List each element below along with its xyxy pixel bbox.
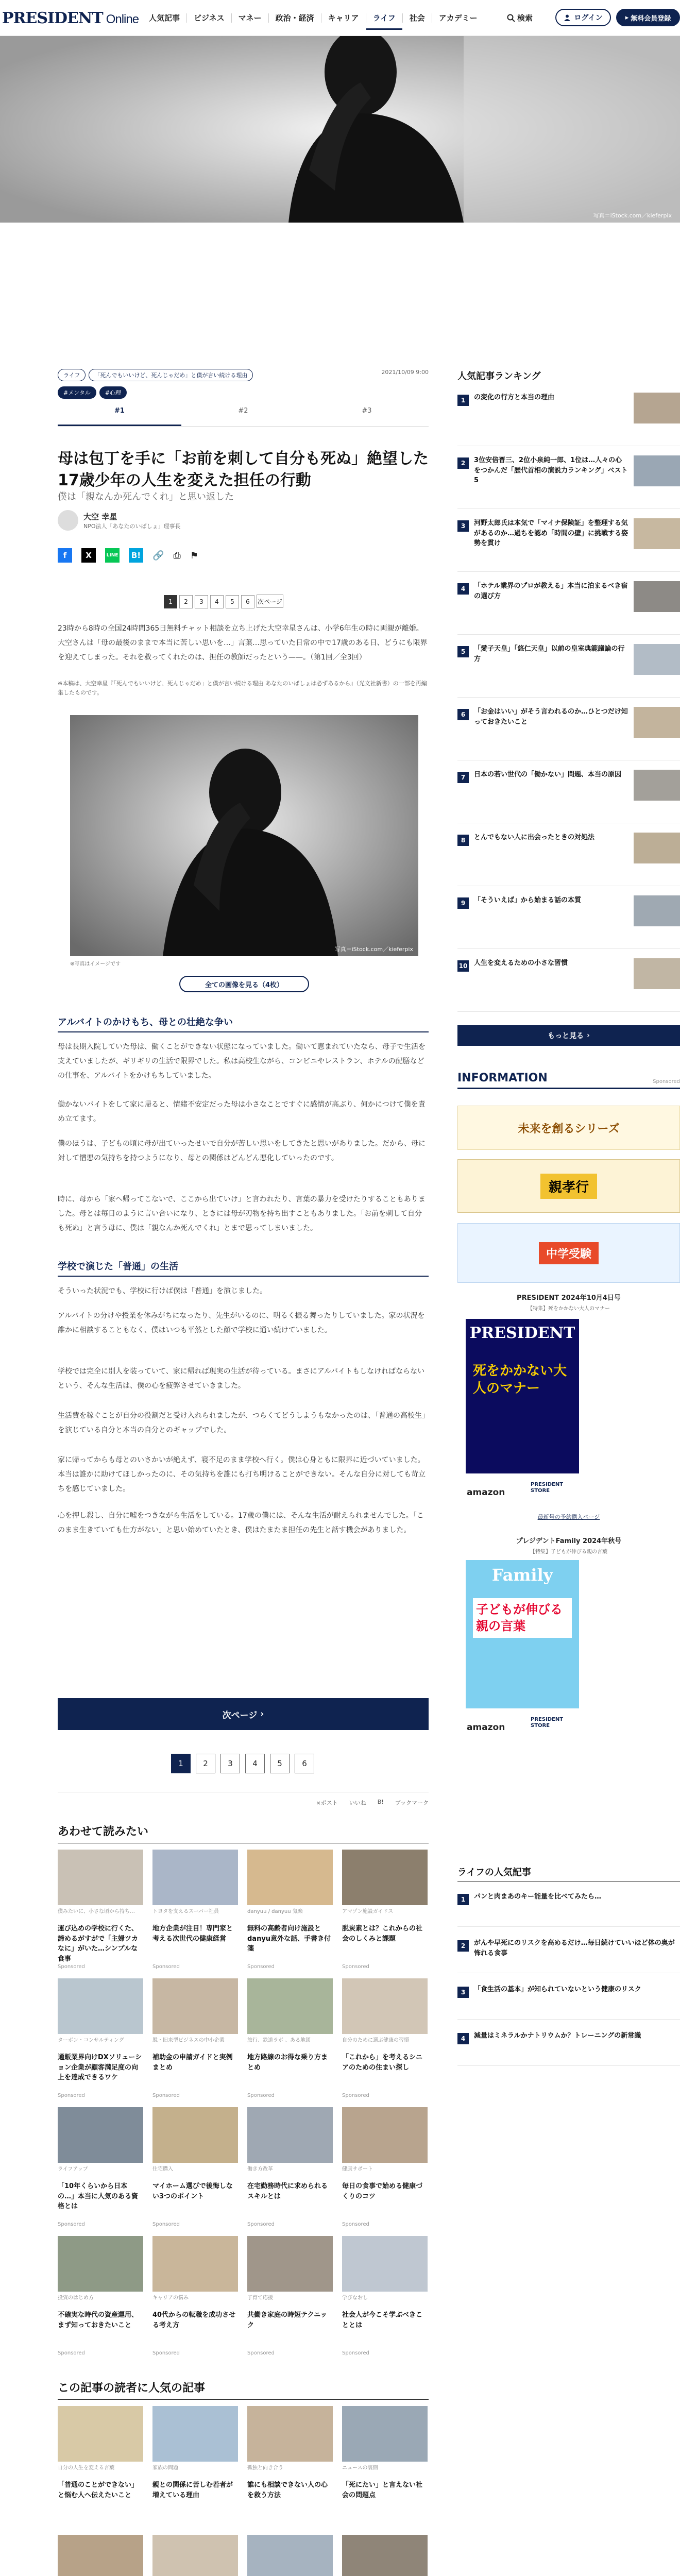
- information-title: INFORMATION: [457, 1072, 548, 1084]
- next-page-button[interactable]: [58, 1698, 429, 1730]
- related-caption: danyuu / danyuu 気楽: [247, 1909, 303, 1914]
- related-thumbnail: [247, 1978, 333, 2034]
- nav-item-0[interactable]: 人気記事: [149, 13, 180, 23]
- related-headline: 共働き家庭の時短テクニック: [247, 2311, 327, 2329]
- main-nav: [142, 12, 484, 30]
- readers-thumbnail: [342, 2406, 428, 2462]
- life-item[interactable]: [457, 1934, 680, 1973]
- view-all-images-button[interactable]: [179, 976, 309, 992]
- hashtag-psychology[interactable]: #心理: [99, 386, 127, 399]
- page-link-6[interactable]: 6: [295, 1754, 314, 1773]
- related-caption: 働き方改革: [247, 2166, 273, 2172]
- top-page-link-5[interactable]: 5: [226, 595, 239, 608]
- bottom-pagination: [171, 1754, 319, 1773]
- magazine-cover-title: 死をかかない大人のマナー: [473, 1363, 567, 1396]
- ranking-headline: 人生を変えるための小さな習慣: [474, 959, 568, 967]
- related-card[interactable]: [152, 2107, 238, 2227]
- ranking-item[interactable]: [457, 766, 680, 823]
- ranking-thumbnail: [634, 707, 680, 738]
- ranking-headline: 「ホテル業界のプロが教える」本当に泊まるべき宿の選び方: [474, 582, 628, 600]
- life-rank-number: 3: [457, 1987, 469, 1998]
- sponsored-label: Sponsored: [152, 2222, 180, 2227]
- amazon-link-2[interactable]: [467, 1718, 516, 1737]
- share-like[interactable]: いいね: [349, 1800, 366, 1806]
- x-icon[interactable]: X: [81, 548, 96, 563]
- sponsored-label: Sponsored: [152, 1964, 180, 1970]
- magazine-cover[interactable]: [466, 1319, 579, 1473]
- ranking-item[interactable]: [457, 954, 680, 1012]
- related-headline: 運び込めの学校に行くた、諦めるがすがで「主婦ツカなに」がいた…シンプルな食事: [58, 1925, 139, 1963]
- readers-headline: 誰にも相談できない人の心を救う方法: [247, 2481, 328, 2499]
- ranking-thumbnail: [634, 518, 680, 549]
- related-caption: 住宅購入: [152, 2166, 173, 2172]
- logo-sub: Online: [106, 12, 139, 26]
- related-caption: 子育て応援: [247, 2295, 273, 2301]
- related-headline: 無料の高齢者向け施設とdanyu意外な話、手書き付箋: [247, 1925, 331, 1953]
- ranking-item[interactable]: [457, 828, 680, 886]
- readers-card[interactable]: [342, 2406, 428, 2520]
- related-headline: 地方企業が注目！専門家と考える次世代の健康経営: [152, 1925, 233, 1943]
- related-card[interactable]: [247, 1850, 333, 1970]
- article-image[interactable]: [70, 715, 418, 956]
- related-headline: 「10年くらいから日本の…」本当に人気のある資格とは: [58, 2182, 139, 2210]
- related-card[interactable]: [247, 1978, 333, 2098]
- related-caption: 自分のために選ぶ健康の習慣: [342, 2038, 409, 2043]
- related-card[interactable]: [342, 1978, 428, 2098]
- author-block[interactable]: [58, 510, 181, 531]
- sponsored-label: Sponsored: [152, 2093, 180, 2098]
- store-link-1[interactable]: [531, 1482, 582, 1502]
- section2-p5: 家に帰ってからも母とのいさかいが絶えず、寝不足のまま学校へ行く。僕は心身ともに限界に近づいていました。本当は誰かに助けてほしかったのに、その気持ちを誰にも打ち明けることができない。そんな自分に対しても苛立ちを感じていました。: [58, 1456, 426, 1493]
- avatar: [58, 510, 78, 531]
- sponsored-label: Sponsored: [342, 2093, 369, 2098]
- article-lead: 23時から8時の全国24時間365日無料チャット相談を立ち上げた大空幸星さんは、小学6年生の時に両親が離婚。大空さんは「母の最後のままで本当に苦しい思いを…」言葉…思っていた日常の中で17歳のある日、どうにも限界を迎えてしまった。それを救ってくれたのは、担任の教師だったという——。（第1回／全3回）: [58, 624, 428, 662]
- family-sub: 【特集】子どもが伸びる親の言葉: [530, 1549, 607, 1555]
- related-thumbnail: [152, 1850, 238, 1905]
- readers-card[interactable]: [247, 2535, 333, 2576]
- section2-p2: アルバイトの分けや授業を休みがちになったり、先生がいるのに、明るく振る舞ったりしていました。家の状況を誰かに相談することもなく、僕はいつも平然とした顔で学校に通い続けていました。: [58, 1312, 425, 1334]
- related-thumbnail: [342, 1978, 428, 2034]
- register-button[interactable]: [616, 9, 680, 26]
- related-card[interactable]: [342, 2107, 428, 2227]
- readers-caption: ニュースの裏側: [342, 2465, 378, 2471]
- related-card[interactable]: [342, 1850, 428, 1970]
- related-card[interactable]: [58, 2107, 143, 2227]
- related-thumbnail: [152, 2107, 238, 2163]
- related-headline: 社会人が今こそ学ぶべきこととは: [342, 2311, 423, 2329]
- section1-p1: 母は長期入院していた母は、働くことができない状態になっていました。働いて恵まれていたなら、母子で生活を支えていましたが、ギリギリの生活で限界でした。私は高校生ながら、コンビニやレストラン、ホテルの配膳などの仕事を、アルバイトをかけもちしていました。: [58, 1043, 426, 1080]
- life-item[interactable]: [457, 1888, 680, 1927]
- related-caption: 学びなおし: [342, 2295, 368, 2301]
- share-hatena[interactable]: B!: [377, 1799, 384, 1805]
- related-caption: アマゾン施設ガイドス: [342, 1909, 394, 1914]
- logo-main: PRESIDENT: [2, 9, 103, 27]
- page-tab-3[interactable]: #3: [362, 407, 372, 415]
- publish-date: 2021/10/09 9:00: [381, 369, 429, 376]
- readers-card[interactable]: [58, 2406, 143, 2520]
- life-rank-number: 2: [457, 1940, 469, 1952]
- related-thumbnail: [342, 1850, 428, 1905]
- related-headline: マイホーム選びで後悔しない3つのポイント: [152, 2182, 233, 2200]
- section2-p4: 生活費を稼ぐことが自分の役割だと受け入れられましたが、つらくてどうしようもなかったのは、「普通の高校生」を演じている自分と本当の自分とのギャップでした。: [58, 1412, 426, 1434]
- family-cover-brand: Family: [491, 1565, 553, 1585]
- family-cover[interactable]: [466, 1560, 579, 1708]
- related-caption: 脱・旧来型ビジネスの中小企業: [152, 2038, 225, 2043]
- life-item[interactable]: [457, 1980, 680, 2020]
- related-thumbnail: [152, 2236, 238, 2292]
- magazine-link[interactable]: 最新号の予約購入ページ: [537, 1514, 600, 1520]
- related-thumbnail: [58, 1978, 143, 2034]
- ranking-title-wrap: [457, 369, 680, 382]
- related-thumbnail: [247, 2107, 333, 2163]
- related-card[interactable]: [152, 1978, 238, 2098]
- ranking-item[interactable]: [457, 703, 680, 760]
- hero-silhouette: [0, 36, 680, 223]
- user-icon: [564, 14, 571, 21]
- related-card[interactable]: [247, 2107, 333, 2227]
- ranking-number: 9: [457, 897, 469, 909]
- readers-card[interactable]: [152, 2535, 238, 2576]
- section2-p6: 心を押し殺し、自分に嘘をつきながら生活をしている。17歳の僕には、そんな生活が耐えられませんでした。「このまま生きていても仕方がない」と思い始めていたとき、僕はたまたま担任の先生と話す機会がありました。: [58, 1512, 424, 1534]
- ranking-thumbnail: [634, 455, 680, 486]
- more-label: もっと見る: [548, 1032, 584, 1040]
- top-page-link-4[interactable]: 4: [210, 595, 224, 608]
- related-caption: 投資のはじめ方: [58, 2295, 94, 2301]
- ranking-item[interactable]: [457, 451, 680, 509]
- ranking-thumbnail: [634, 958, 680, 989]
- hero-image: [0, 36, 680, 223]
- ranking-thumbnail: [634, 644, 680, 675]
- ranking-number: 2: [457, 457, 469, 469]
- section2-p3: 学校では完全に別人を装っていて、家に帰れば現実の生活が待っている。まさにアルバイトもしなければならないという、そんな生活は、僕の心を疲弊させていきました。: [58, 1367, 425, 1390]
- section2-heading: 学校で演じた「普通」の生活: [58, 1259, 429, 1277]
- article-photo-silhouette: [70, 715, 418, 956]
- page-link-4[interactable]: 4: [245, 1754, 265, 1773]
- related-thumbnail: [342, 2107, 428, 2163]
- readers-caption: 自分の人生を変える言葉: [58, 2465, 114, 2471]
- life-item[interactable]: [457, 2027, 680, 2066]
- ranking-headline: の変化の行方と本当の理由: [474, 394, 555, 401]
- article-photo-credit: 写真＝iStock.com／kieferpix: [334, 946, 413, 953]
- ranking-item[interactable]: [457, 640, 680, 698]
- related-card[interactable]: [247, 2236, 333, 2356]
- ranking-headline: 日本の若い世代の「働かない」問題、本当の原因: [474, 771, 622, 778]
- related-thumbnail: [247, 2236, 333, 2292]
- banner-oyakoko-label: 親孝行: [540, 1174, 597, 1199]
- readers-thumbnail: [247, 2406, 333, 2462]
- related-caption: トヨタを支えるスーパー社員: [152, 1909, 219, 1914]
- related-caption: 健康サポート: [342, 2166, 373, 2172]
- ranking-item[interactable]: [457, 514, 680, 572]
- author-org: NPO法人「あなたのいばしょ」理事長: [83, 522, 181, 530]
- related-headline: 毎日の食事で始める健康づくりのコツ: [342, 2182, 423, 2200]
- related-caption: 僕みたいに、小さな頃から持ち…: [58, 1909, 135, 1914]
- ranking-number: 6: [457, 709, 469, 720]
- family-header: [457, 1535, 680, 1555]
- top-next-page-link[interactable]: 次ページ: [257, 595, 283, 608]
- information-header: [457, 1072, 680, 1089]
- article-subtitle: 僕は「親なんか死んでくれ」と思い返した: [58, 492, 234, 502]
- banner-juken[interactable]: [457, 1223, 680, 1283]
- related-thumbnail: [247, 1850, 333, 1905]
- login-button[interactable]: [555, 9, 611, 26]
- sponsored-label: Sponsored: [247, 2350, 275, 2356]
- link-icon[interactable]: 🔗: [152, 550, 164, 561]
- related-headline: 通販業界向けDXソリューション企業が顧客満足度の向上を達成できるワケ: [58, 2054, 142, 2081]
- bookmark-icon[interactable]: ⚑: [190, 550, 198, 561]
- related-headline: 「これから」を考えるシニアのための住まい探し: [342, 2054, 423, 2072]
- nav-item-6[interactable]: 社会: [409, 13, 425, 23]
- related-headline: 脱炭素とは？これからの社会のしくみと課題: [342, 1925, 423, 1943]
- related-card[interactable]: [58, 1850, 143, 1970]
- hatena-icon[interactable]: B!: [129, 548, 143, 563]
- life-popular-title: ライフの人気記事: [457, 1865, 680, 1882]
- page-link-2[interactable]: 2: [196, 1754, 215, 1773]
- life-rank-number: 1: [457, 1894, 469, 1905]
- top-page-link-2[interactable]: 2: [179, 595, 193, 608]
- related-card[interactable]: [152, 1850, 238, 1970]
- section2-p1: そういった状況でも、学校に行けば僕は「普通」を演じました。: [58, 1287, 267, 1295]
- banner-future-label: 未来を創るシリーズ: [518, 1122, 620, 1136]
- ranking-number: 10: [457, 960, 469, 972]
- related-headline: 不確実な時代の資産運用、まず知っておきたいこと: [58, 2311, 139, 2329]
- section1-p2: 働かないバイトをして家に帰ると、情緒不安定だった母は小さなことですぐに感情が高ぶり、何かにつけて僕を責め立てます。: [58, 1100, 426, 1123]
- ranking-headline: 3位安倍晋三、2位小泉純一郎、1位は…人々の心をつかんだ「歴代首相の演説力ランキング」ベスト5: [474, 456, 628, 484]
- ranking-thumbnail: [634, 393, 680, 423]
- ranking-headline: 「お金はいい」がそう言われるのか…ひとつだけ知っておきたいこと: [474, 708, 628, 726]
- chevron-right-icon: ›: [587, 1031, 590, 1040]
- search-label: 検索: [517, 13, 533, 23]
- related-caption: キャリアの悩み: [152, 2295, 189, 2301]
- readers-caption: 家族の問題: [152, 2465, 178, 2471]
- readers-thumbnail: [58, 2535, 143, 2576]
- ranking-thumbnail: [634, 895, 680, 926]
- ranking-number: 4: [457, 583, 469, 595]
- readers-thumbnail: [58, 2406, 143, 2462]
- page-link-5[interactable]: 5: [270, 1754, 290, 1773]
- amazon-label: amazon: [467, 1487, 505, 1498]
- line-icon[interactable]: LINE: [105, 548, 120, 563]
- magazine-sub: 【特集】死をかかない大人のマナー: [528, 1306, 610, 1312]
- article-note: ※本稿は、大空幸星『「死んでもいいけど、死んじゃだめ」と僕が言い続ける理由 あなたのいばしょは必ずあるから』（光文社新書）の一部を再編集したものです。: [58, 680, 427, 696]
- nav-item-4[interactable]: キャリア: [328, 13, 359, 23]
- banner-oyakoko[interactable]: [457, 1159, 680, 1213]
- life-headline: 「食生活の基本」が知られていないという健康のリスク: [474, 1986, 641, 1993]
- readers-card[interactable]: [247, 2406, 333, 2520]
- photo-caption: ※写真はイメージです: [70, 961, 121, 967]
- site-header: [0, 0, 680, 36]
- breadcrumb: [58, 369, 429, 381]
- register-label: 無料会員登録: [631, 14, 671, 23]
- site-logo[interactable]: [2, 9, 139, 27]
- store-label: PRESIDENT STORE: [531, 1717, 564, 1728]
- share-bookmark[interactable]: ブックマーク: [395, 1800, 429, 1806]
- sponsored-label: Sponsored: [58, 2350, 85, 2356]
- ranking-number: 7: [457, 772, 469, 783]
- magazine-cover-brand: PRESIDENT: [469, 1324, 575, 1342]
- top-page-link-3[interactable]: 3: [195, 595, 208, 608]
- nav-item-2[interactable]: マネー: [238, 13, 262, 23]
- related-thumbnail: [58, 1850, 143, 1905]
- sponsored-label: Sponsored: [247, 1964, 275, 1970]
- related-card[interactable]: [152, 2236, 238, 2356]
- related-card[interactable]: [342, 2236, 428, 2356]
- related-headline: 補助金の申請ガイドと実例まとめ: [152, 2054, 233, 2072]
- life-headline: パンと肉まあのキー能量を比べてみたら…: [474, 1893, 602, 1901]
- hashtag-mental[interactable]: #メンタル: [58, 386, 96, 399]
- banner-juken-label: 中学受験: [539, 1242, 599, 1264]
- banner-future[interactable]: [457, 1106, 680, 1150]
- related-headline: 40代からの転職を成功させる考え方: [152, 2311, 236, 2329]
- nav-item-3[interactable]: 政治・経済: [275, 13, 314, 23]
- nav-item-7[interactable]: アカデミー: [438, 13, 478, 23]
- store-label: PRESIDENT STORE: [531, 1482, 564, 1494]
- ranking-number: 8: [457, 835, 469, 846]
- print-icon[interactable]: ⎙: [173, 550, 181, 561]
- related-thumbnail: [58, 2107, 143, 2163]
- search-button[interactable]: [507, 12, 533, 23]
- page-link-3[interactable]: 3: [220, 1754, 240, 1773]
- sponsored-label: Sponsored: [58, 2093, 85, 2098]
- article-title: 母は包丁を手に「お前を刺して自分も死ぬ」絶望した17歳少年の人生を変えた担任の行動: [58, 450, 429, 489]
- related-thumbnail: [342, 2236, 428, 2292]
- ranking-number: 5: [457, 646, 469, 657]
- section1-p3: 僕のほうは、子どもの頃に母が出ていったせいで自分が苦しい思いをしてきたと思いがありました。だから、母に対して憎悪の気持ちを持つようになり、母との関係はどんどん悪化していったのです。: [58, 1140, 426, 1162]
- ranking-headline: 「愛子天皇」「悠仁天皇」以前の皇室典範議論の行方: [474, 645, 625, 663]
- sponsored-label: Sponsored: [342, 1964, 369, 1970]
- ranking-headline: 「そういえば」から始まる話の本質: [474, 896, 582, 904]
- life-headline: がんや早死にのリスクを高めるだけ…毎日続けていいほど体の奥が怖れる食事: [474, 1939, 675, 1957]
- ranking-item[interactable]: [457, 891, 680, 949]
- readers-thumbnail: [152, 2406, 238, 2462]
- related-headline: 地方路線のお得な乗り方まとめ: [247, 2054, 328, 2072]
- related-title: あわせて読みたい: [58, 1823, 429, 1843]
- ranking-item[interactable]: [457, 388, 680, 446]
- category-tag[interactable]: ライフ: [58, 369, 86, 381]
- ranking-headline: とんでもない人に出会ったときの対処法: [474, 834, 595, 841]
- readers-card[interactable]: [58, 2535, 143, 2576]
- hero-credit: 写真＝iStock.com／kieferpix: [593, 212, 672, 219]
- share-post[interactable]: ×ポスト: [316, 1800, 338, 1806]
- search-icon: [507, 14, 515, 22]
- sponsored-label: Sponsored: [152, 2350, 180, 2356]
- ranking-thumbnail: [634, 770, 680, 801]
- readers-headline: 「普通のことができない」と悩む人へ伝えたいこと: [58, 2481, 139, 2499]
- ranking-title: 人気記事ランキング: [457, 371, 541, 382]
- series-tag[interactable]: 「死んでもいいけど、死んじゃだめ」と僕が言い続ける理由: [89, 369, 253, 381]
- related-thumbnail: [58, 2236, 143, 2292]
- readers-headline: 「死にたい」と言えない社会の問題点: [342, 2481, 423, 2499]
- ranking-item[interactable]: [457, 577, 680, 635]
- view-all-images-label: 全ての画像を見る（4枚）: [205, 981, 284, 989]
- author-name: 大空 幸星: [83, 512, 117, 521]
- life-rank-number: 4: [457, 2033, 469, 2044]
- ranking-headline: 河野太郎氏は本気で「マイナ保険証」を整理する気があるのか…過ちを認め「時間の壁」に挑戦する姿勢を貫け: [474, 519, 628, 547]
- family-date: プレジデントFamily 2024年秋号: [516, 1537, 622, 1545]
- top-page-link-6[interactable]: 6: [241, 595, 254, 608]
- magazine-header: [457, 1292, 680, 1312]
- readers-card[interactable]: [152, 2406, 238, 2520]
- nav-item-5[interactable]: ライフ: [366, 12, 402, 30]
- chevron-right-icon: ›: [260, 1709, 264, 1719]
- readers-title: この記事の読者に人気の記事: [58, 2379, 429, 2400]
- more-ranking-button[interactable]: [457, 1025, 680, 1046]
- hashtag-row: [58, 386, 130, 399]
- top-page-link-1[interactable]: 1: [164, 595, 177, 608]
- related-card[interactable]: [58, 2236, 143, 2356]
- page-tab-1[interactable]: #1: [58, 407, 181, 426]
- login-label: ログイン: [574, 14, 603, 22]
- section1-heading: アルバイトのかけもち、母との壮絶な争い: [58, 1015, 429, 1032]
- next-page-label: 次ページ: [222, 1710, 258, 1721]
- ranking-thumbnail: [634, 833, 680, 863]
- amazon-label: amazon: [467, 1722, 505, 1733]
- information-sponsored: Sponsored: [653, 1079, 680, 1084]
- readers-headline: 親との関係に苦しむ若者が増えている理由: [152, 2481, 233, 2499]
- sponsored-label: Sponsored: [342, 2222, 369, 2227]
- life-headline: 減量はミネラルかナトリウムか？トレーニングの新常識: [474, 2032, 641, 2040]
- ranking-number: 3: [457, 520, 469, 532]
- sponsored-label: Sponsored: [247, 2093, 275, 2098]
- related-caption: ターボン・コンサルティング: [58, 2038, 124, 2043]
- sponsored-label: Sponsored: [247, 2222, 275, 2227]
- magazine-date: PRESIDENT 2024年10月4日号: [517, 1294, 621, 1302]
- family-cover-title: 子どもが伸びる親の言葉: [473, 1598, 572, 1638]
- nav-item-1[interactable]: ビジネス: [194, 13, 225, 23]
- facebook-icon[interactable]: f: [58, 548, 72, 563]
- readers-thumbnail: [342, 2535, 428, 2576]
- related-card[interactable]: [58, 1978, 143, 2098]
- ranking-thumbnail: [634, 581, 680, 612]
- readers-caption: 孤独と向き合う: [247, 2465, 283, 2471]
- top-pagination: [164, 595, 285, 608]
- page-tab-2[interactable]: #2: [238, 407, 248, 415]
- related-headline: 在宅勤務時代に求められるスキルとは: [247, 2182, 328, 2200]
- related-caption: 旅行、鉄道ラボ 、ある地図: [247, 2038, 311, 2043]
- page-link-1[interactable]: 1: [171, 1754, 191, 1773]
- page-tabs: [58, 407, 429, 427]
- share-bar: [58, 548, 198, 563]
- sponsored-label: Sponsored: [58, 1964, 85, 1970]
- readers-thumbnail: [152, 2535, 238, 2576]
- related-thumbnail: [152, 1978, 238, 2034]
- bottom-share: [58, 1792, 429, 1807]
- sponsored-label: Sponsored: [342, 2350, 369, 2356]
- readers-thumbnail: [247, 2535, 333, 2576]
- sponsored-label: Sponsored: [58, 2222, 85, 2227]
- arrow-right-icon: ▸: [625, 13, 629, 22]
- ranking-number: 1: [457, 395, 469, 406]
- related-caption: ライフアップ: [58, 2166, 88, 2172]
- amazon-link-1[interactable]: [467, 1483, 516, 1502]
- readers-card[interactable]: [342, 2535, 428, 2576]
- section1-p4: 時に、母から「家へ帰ってこないで、ここから出ていけ」と言われたり、言葉の暴力を受けたりすることもありました。母とは毎日のように言い合いになり、ときには母が刃物を持ち出すこともありました。「お前を刺して自分も死ぬ」と言う母に、僕は「親なんか死んでくれ」とまで思ってしまいました。: [58, 1195, 426, 1232]
- store-link-2[interactable]: [531, 1717, 582, 1737]
